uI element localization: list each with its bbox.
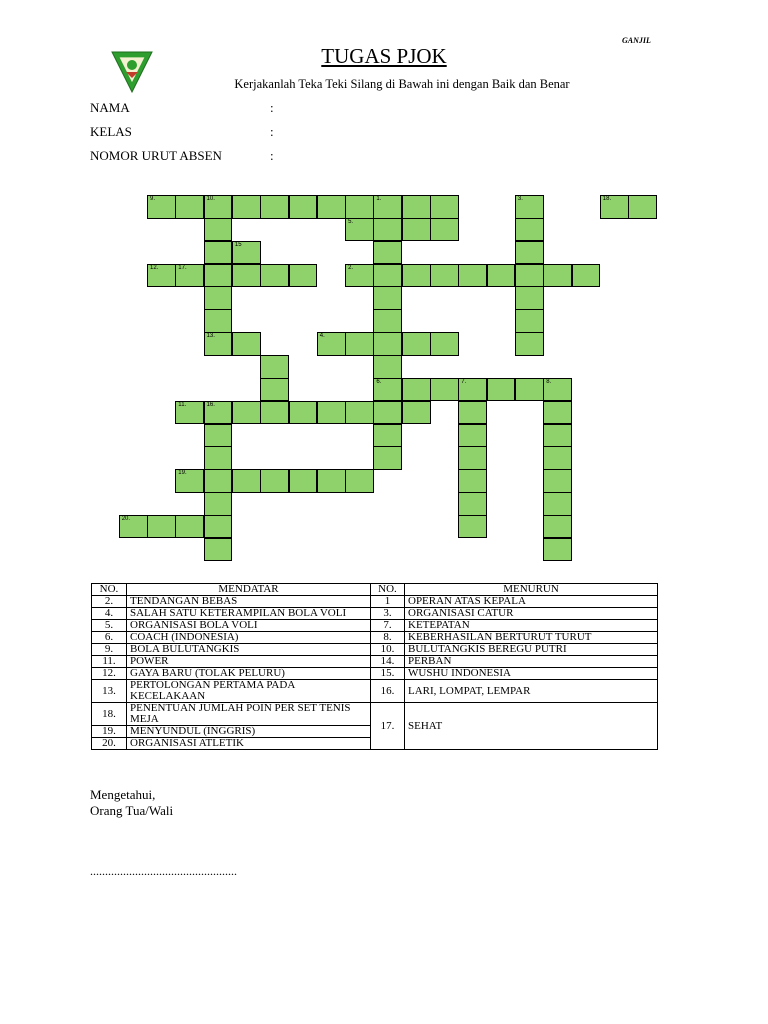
crossword-cell[interactable] bbox=[204, 515, 233, 539]
field-label-nama: NAMA bbox=[90, 100, 130, 115]
crossword-cell[interactable] bbox=[373, 355, 402, 379]
clue-number-label: 15 bbox=[234, 241, 242, 248]
crossword-cell[interactable] bbox=[402, 332, 431, 356]
crossword-cell[interactable] bbox=[373, 378, 402, 402]
page-title: TUGAS PJOK bbox=[321, 44, 447, 68]
crossword-cell[interactable] bbox=[515, 218, 544, 242]
crossword-cell[interactable] bbox=[204, 446, 233, 470]
crossword-cell[interactable] bbox=[458, 401, 487, 425]
table-row bbox=[92, 596, 658, 608]
crossword-cell[interactable] bbox=[515, 378, 544, 402]
crossword-cell[interactable] bbox=[175, 264, 204, 288]
clue-number-label: 13. bbox=[206, 333, 215, 340]
clue-number: 14. bbox=[371, 656, 405, 668]
clue-number-label: 18. bbox=[602, 196, 612, 202]
clue-text: COACH (INDONESIA) bbox=[127, 632, 371, 644]
col-header-menurun: MENURUN bbox=[405, 584, 658, 596]
table-row bbox=[92, 644, 658, 656]
crossword-cell[interactable] bbox=[458, 515, 487, 539]
crossword-cell[interactable] bbox=[289, 195, 318, 219]
crossword-cell[interactable] bbox=[260, 401, 289, 425]
clue-number-label: 12. bbox=[150, 264, 159, 271]
clue-number: 19. bbox=[92, 726, 127, 738]
table-row bbox=[92, 656, 658, 668]
crossword-cell[interactable] bbox=[345, 469, 374, 493]
clue-text: TENDANGAN BEBAS bbox=[127, 596, 371, 608]
crossword-cell[interactable] bbox=[232, 241, 261, 265]
crossword-cell[interactable] bbox=[204, 309, 233, 333]
crossword-cell[interactable] bbox=[373, 446, 402, 470]
crossword-cell[interactable] bbox=[289, 264, 318, 288]
crossword-cell[interactable] bbox=[515, 264, 544, 288]
clue-text: KEBERHASILAN BERTURUT TURUT bbox=[405, 632, 658, 644]
crossword-cell[interactable] bbox=[515, 241, 544, 265]
crossword-cell[interactable] bbox=[317, 332, 346, 356]
crossword-cell[interactable] bbox=[289, 469, 318, 493]
clue-text: BOLA BULUTANGKIS bbox=[127, 644, 371, 656]
crossword-cell[interactable] bbox=[204, 424, 233, 448]
crossword-cell[interactable] bbox=[119, 515, 148, 539]
crossword-cell[interactable] bbox=[204, 264, 233, 288]
clue-number-label: 19. bbox=[178, 470, 187, 477]
crossword-cell[interactable] bbox=[458, 378, 487, 402]
crossword-cell[interactable] bbox=[373, 218, 402, 242]
crossword-cell[interactable] bbox=[430, 195, 459, 219]
clue-number-label: 9. bbox=[150, 196, 156, 202]
crossword-cell[interactable] bbox=[175, 195, 204, 219]
crossword-cell[interactable] bbox=[543, 424, 572, 448]
clue-text: PERTOLONGAN PERTAMA PADA KECELAKAAN bbox=[127, 680, 371, 703]
crossword-cell[interactable] bbox=[458, 469, 487, 493]
acknowledgement-label: Mengetahui, bbox=[90, 787, 156, 802]
crossword-cell[interactable] bbox=[458, 492, 487, 516]
clues-table bbox=[91, 583, 658, 750]
crossword-cell[interactable] bbox=[373, 195, 402, 219]
clue-number-label: 11. bbox=[178, 401, 187, 408]
crossword-cell[interactable] bbox=[260, 469, 289, 493]
clue-number: 12. bbox=[92, 668, 127, 680]
crossword-cell[interactable] bbox=[373, 286, 402, 310]
clue-text: ORGANISASI CATUR bbox=[405, 608, 658, 620]
clue-text: LARI, LOMPAT, LEMPAR bbox=[405, 680, 658, 703]
clue-number: 16. bbox=[371, 680, 405, 703]
col-header-no-right: NO. bbox=[371, 584, 405, 596]
crossword-cell[interactable] bbox=[458, 446, 487, 470]
crossword-cell[interactable] bbox=[572, 264, 601, 288]
clue-number-label: 5. bbox=[348, 218, 354, 225]
crossword-cell[interactable] bbox=[147, 515, 176, 539]
crossword-cell[interactable] bbox=[430, 218, 459, 242]
clue-text: KETEPATAN bbox=[405, 620, 658, 632]
clue-text: PENENTUAN JUMLAH POIN PER SET TENIS MEJA bbox=[127, 703, 371, 726]
crossword-cell[interactable] bbox=[543, 469, 572, 493]
table-row bbox=[92, 703, 658, 726]
guardian-label: Orang Tua/Wali bbox=[90, 803, 174, 818]
crossword-cell[interactable] bbox=[232, 195, 261, 219]
crossword-cell[interactable] bbox=[543, 515, 572, 539]
crossword-cell[interactable] bbox=[373, 264, 402, 288]
clue-text: ORGANISASI BOLA VOLI bbox=[127, 620, 371, 632]
crossword-cell[interactable] bbox=[175, 469, 204, 493]
crossword-cell[interactable] bbox=[458, 264, 487, 288]
clue-number: 15. bbox=[371, 668, 405, 680]
crossword-cell[interactable] bbox=[430, 378, 459, 402]
crossword-cell[interactable] bbox=[600, 195, 629, 219]
clue-number-label: 16. bbox=[206, 401, 215, 408]
table-row bbox=[92, 608, 658, 620]
crossword-cell[interactable] bbox=[260, 195, 289, 219]
table-row bbox=[92, 668, 658, 680]
clue-number: 20. bbox=[92, 738, 127, 750]
crossword-cell[interactable] bbox=[232, 264, 261, 288]
crossword-cell[interactable] bbox=[430, 264, 459, 288]
crossword-cell[interactable] bbox=[402, 378, 431, 402]
crossword-cell[interactable] bbox=[345, 401, 374, 425]
crossword-cell[interactable] bbox=[628, 195, 657, 219]
crossword-cell[interactable] bbox=[260, 355, 289, 379]
crossword-cell[interactable] bbox=[204, 195, 233, 219]
clue-text: GAYA BARU (TOLAK PELURU) bbox=[127, 668, 371, 680]
col-header-no-left: NO. bbox=[92, 584, 127, 596]
clue-number-label: 20. bbox=[121, 515, 131, 522]
crossword-cell[interactable] bbox=[345, 195, 374, 219]
clue-number-label: 3. bbox=[517, 196, 523, 202]
crossword-cell[interactable] bbox=[402, 218, 431, 242]
clue-number: 8. bbox=[371, 632, 405, 644]
crossword-cell[interactable] bbox=[204, 469, 233, 493]
crossword-cell[interactable] bbox=[430, 332, 459, 356]
crossword-cell[interactable] bbox=[204, 538, 233, 562]
clue-number: 9. bbox=[92, 644, 127, 656]
crossword-cell[interactable] bbox=[232, 401, 261, 425]
crossword-cell[interactable] bbox=[543, 538, 572, 562]
crossword-cell[interactable] bbox=[373, 332, 402, 356]
clue-number: 5. bbox=[92, 620, 127, 632]
clue-text: MENYUNDUL (INGGRIS) bbox=[127, 726, 371, 738]
crossword-cell[interactable] bbox=[232, 332, 261, 356]
clue-text: BULUTANGKIS BEREGU PUTRI bbox=[405, 644, 658, 656]
crossword-cell[interactable] bbox=[232, 469, 261, 493]
clue-number: 13. bbox=[92, 680, 127, 703]
clue-text: OPERAN ATAS KEPALA bbox=[405, 596, 658, 608]
clue-number: 1 bbox=[371, 596, 405, 608]
table-row bbox=[92, 620, 658, 632]
clue-number-label: 17. bbox=[178, 264, 187, 271]
watermark: ​ bbox=[37, 572, 88, 686]
crossword-cell[interactable] bbox=[317, 195, 346, 219]
crossword-cell[interactable] bbox=[317, 401, 346, 425]
clue-number-label: 8. bbox=[546, 378, 552, 385]
clue-number-label: 2. bbox=[348, 264, 354, 271]
crossword-cell[interactable] bbox=[204, 401, 233, 425]
crossword-cell[interactable] bbox=[515, 286, 544, 310]
clue-number: 7. bbox=[371, 620, 405, 632]
crossword-cell[interactable] bbox=[204, 241, 233, 265]
crossword-cell[interactable] bbox=[373, 424, 402, 448]
crossword-cell[interactable] bbox=[402, 264, 431, 288]
instruction-text: Kerjakanlah Teka Teki Silang di Bawah ini dengan Baik dan Benar bbox=[234, 77, 570, 91]
clue-number: 3. bbox=[371, 608, 405, 620]
clue-text: SALAH SATU KETERAMPILAN BOLA VOLI bbox=[127, 608, 371, 620]
crossword-cell[interactable] bbox=[204, 492, 233, 516]
clue-number: 11. bbox=[92, 656, 127, 668]
clue-number-label: 7. bbox=[461, 378, 467, 385]
semester-tag: GANJIL bbox=[622, 36, 651, 45]
clue-number: 17. bbox=[371, 703, 405, 750]
crossword-cell[interactable] bbox=[402, 401, 431, 425]
crossword-cell[interactable] bbox=[402, 195, 431, 219]
crossword-cell[interactable] bbox=[515, 332, 544, 356]
field-colon-kelas: : bbox=[270, 124, 274, 139]
clue-number-label: 6. bbox=[376, 378, 382, 385]
clue-number: 6. bbox=[92, 632, 127, 644]
crossword-cell[interactable] bbox=[543, 401, 572, 425]
clue-text: SEHAT bbox=[405, 703, 658, 750]
crossword-cell[interactable] bbox=[204, 218, 233, 242]
crossword-cell[interactable] bbox=[204, 332, 233, 356]
crossword-cell[interactable] bbox=[543, 446, 572, 470]
crossword-cell[interactable] bbox=[543, 378, 572, 402]
clue-text: WUSHU INDONESIA bbox=[405, 668, 658, 680]
clue-number-label: 4. bbox=[319, 333, 325, 340]
crossword-cell[interactable] bbox=[515, 309, 544, 333]
crossword-cell[interactable] bbox=[260, 378, 289, 402]
table-row bbox=[92, 680, 658, 703]
field-colon-absen: : bbox=[270, 148, 274, 163]
clue-number: 18. bbox=[92, 703, 127, 726]
crossword-cell[interactable] bbox=[345, 332, 374, 356]
crossword-cell[interactable] bbox=[373, 241, 402, 265]
field-colon-nama: : bbox=[270, 100, 274, 115]
crossword-cell[interactable] bbox=[204, 286, 233, 310]
crossword-cell[interactable] bbox=[487, 264, 516, 288]
clue-number: 2. bbox=[92, 596, 127, 608]
crossword-cell[interactable] bbox=[515, 195, 544, 219]
crossword-cell[interactable] bbox=[147, 264, 176, 288]
crossword-cell[interactable] bbox=[260, 264, 289, 288]
table-row bbox=[92, 632, 658, 644]
clue-text: ORGANISASI ATLETIK bbox=[127, 738, 371, 750]
clue-number-label: 1. bbox=[376, 196, 382, 202]
crossword-cell[interactable] bbox=[543, 264, 572, 288]
clue-text: PERBAN bbox=[405, 656, 658, 668]
signature-line: ................................................. bbox=[90, 864, 237, 878]
crossword-cell[interactable] bbox=[487, 378, 516, 402]
crossword-cell[interactable] bbox=[345, 218, 374, 242]
col-header-mendatar: MENDATAR bbox=[127, 584, 371, 596]
crossword-cell[interactable] bbox=[373, 309, 402, 333]
clue-number-label: 10. bbox=[206, 196, 215, 202]
clue-text: POWER bbox=[127, 656, 371, 668]
clue-number: 4. bbox=[92, 608, 127, 620]
crossword-cell[interactable] bbox=[175, 401, 204, 425]
field-label-kelas: KELAS bbox=[90, 124, 132, 139]
crossword-cell[interactable] bbox=[345, 264, 374, 288]
crossword-cell[interactable] bbox=[458, 424, 487, 448]
clue-number: 10. bbox=[371, 644, 405, 656]
crossword-cell[interactable] bbox=[147, 195, 176, 219]
crossword-cell[interactable] bbox=[543, 492, 572, 516]
crossword-cell[interactable] bbox=[289, 401, 318, 425]
crossword-cell[interactable] bbox=[175, 515, 204, 539]
crossword-cell[interactable] bbox=[373, 401, 402, 425]
field-label-absen: NOMOR URUT ABSEN bbox=[90, 148, 222, 163]
crossword-cell[interactable] bbox=[317, 469, 346, 493]
